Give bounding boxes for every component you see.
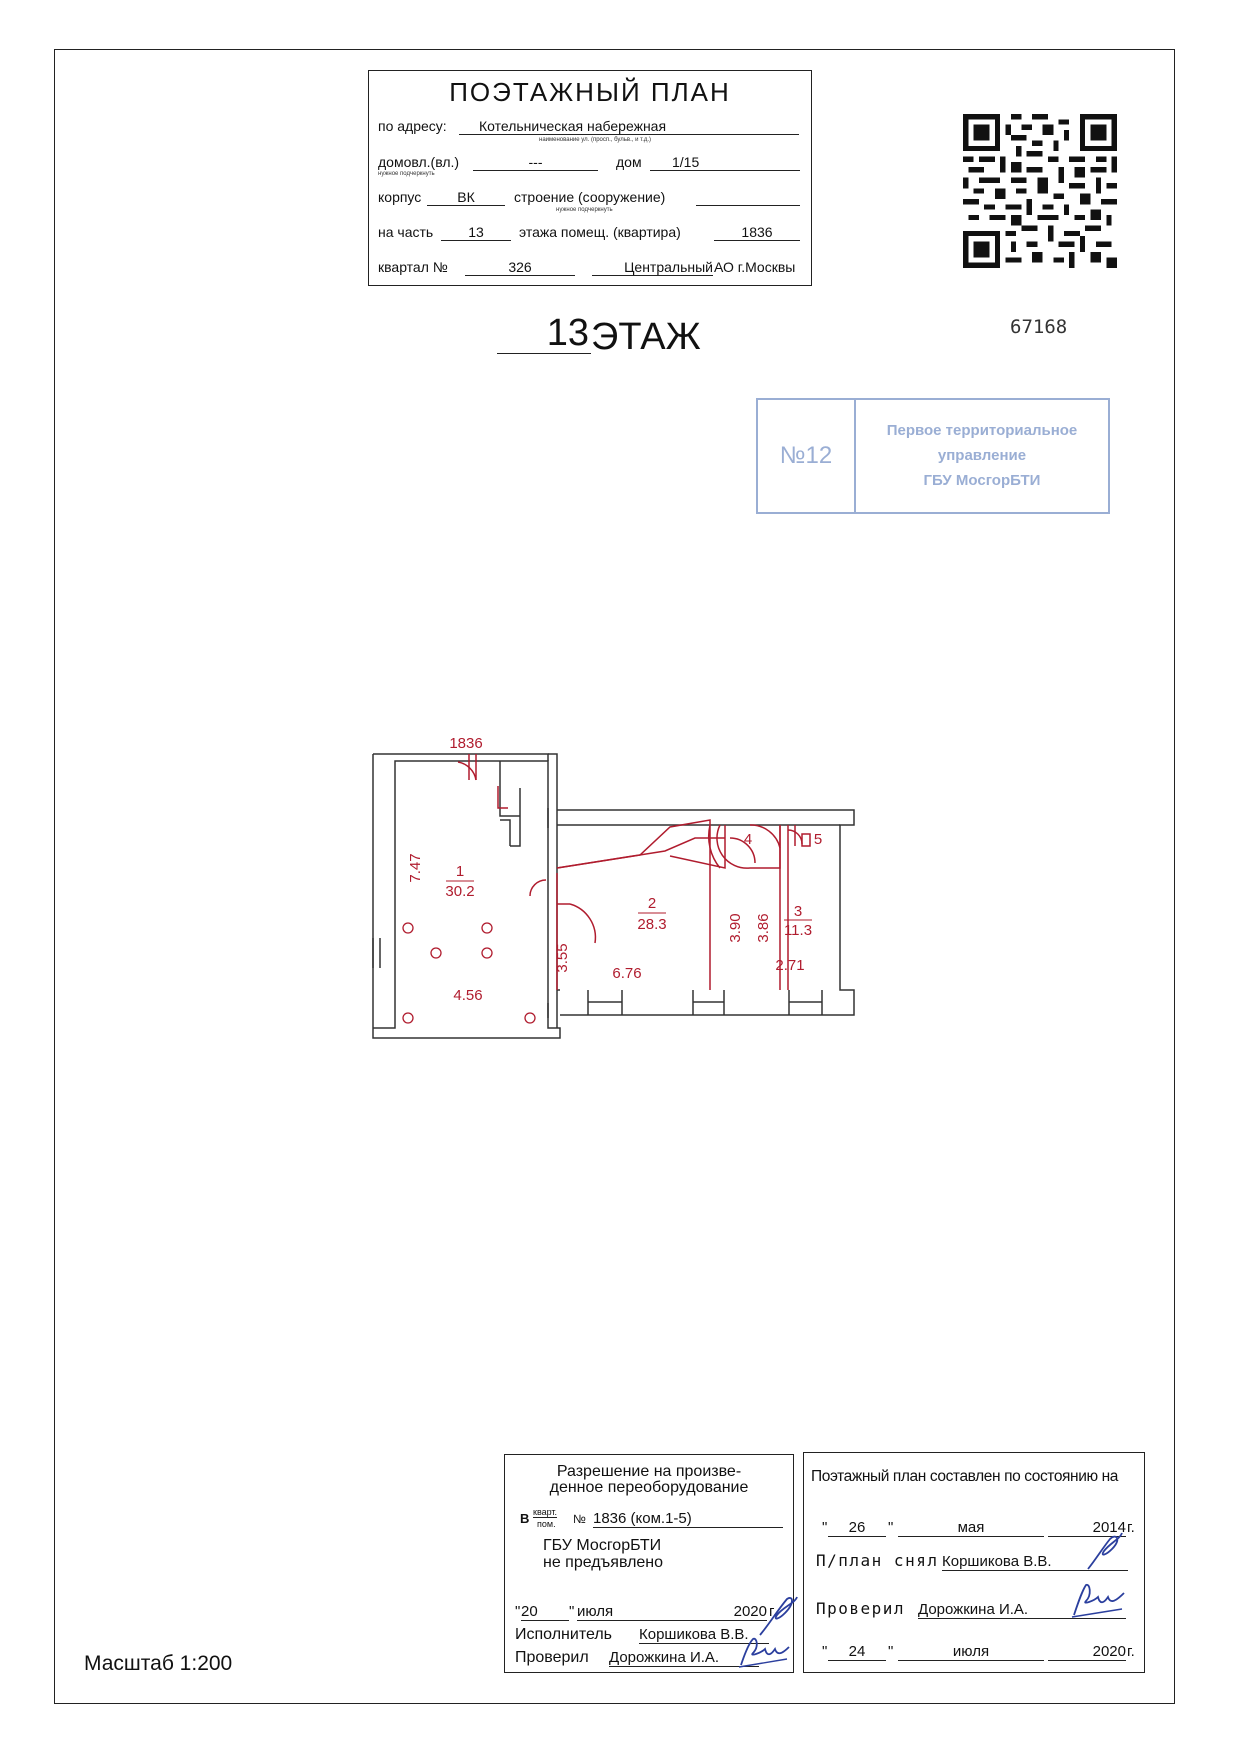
status-date1-month: мая <box>898 1519 1044 1537</box>
status-date2-year: 2020 <box>1048 1643 1126 1661</box>
dim-3-90: 3.90 <box>727 913 744 943</box>
permit-date-day: 20 <box>521 1603 569 1621</box>
permit-date-month: июля <box>577 1603 687 1621</box>
status-date2-quote-close: " <box>888 1643 894 1660</box>
building-value <box>696 189 800 206</box>
status-date2-suffix: г. <box>1127 1643 1135 1660</box>
stamp-line-2: управление <box>937 447 1027 464</box>
permit-title-line-2: денное переоборудование <box>549 1479 749 1496</box>
permit-checker-signature <box>735 1635 793 1671</box>
permit-date-quote-open: " <box>515 1603 521 1620</box>
house-label: дом <box>616 154 642 170</box>
stamp-line-3: ГБУ МосгорБТИ <box>923 472 1041 489</box>
permit-num-prefix: № <box>573 1512 586 1526</box>
district-value: Центральный <box>592 259 713 276</box>
permit-prefix-v: В <box>520 1511 530 1526</box>
part-label: на часть <box>378 224 434 240</box>
qr-code <box>963 114 1117 268</box>
status-date1-quote-open: " <box>822 1519 828 1536</box>
plan-apartment-label: 1836 <box>449 735 483 752</box>
status-date2-month: июля <box>898 1643 1044 1661</box>
room-1-number: 1 <box>455 863 465 880</box>
dim-7-47: 7.47 <box>407 853 424 883</box>
floor-label: ЭТАЖ <box>591 316 701 358</box>
scale-label: Масштаб 1:200 <box>84 1652 233 1675</box>
domovl-hint: нужное подчеркнуть <box>378 171 435 177</box>
room-5-number: 5 <box>813 831 823 848</box>
status-box <box>803 1452 1145 1673</box>
floor-title <box>497 312 701 359</box>
permit-org-line-2: не предъявлено <box>543 1554 664 1571</box>
building-hint: нужное подчеркнуть <box>556 207 613 213</box>
address-label: по адресу: <box>378 118 447 134</box>
status-date1-quote-close: " <box>888 1519 894 1536</box>
block-value: 326 <box>465 259 575 276</box>
block-label: квартал № <box>378 259 448 275</box>
room-3-number: 3 <box>793 903 803 920</box>
domovl-label: домовл.(вл.) <box>378 154 460 170</box>
part-value: 13 <box>441 224 511 241</box>
permit-executor-value: Коршикова В.В. <box>639 1626 769 1644</box>
permit-executor-signature <box>755 1593 800 1641</box>
korpus-value: ВК <box>427 189 505 206</box>
status-checker-signature <box>1068 1581 1128 1621</box>
permit-frac-top: кварт. <box>533 1507 558 1517</box>
room-3-area: 11.3 <box>783 922 813 939</box>
floor-number: 13 <box>497 313 591 354</box>
room-2-area: 28.3 <box>637 916 667 933</box>
status-checker-label: Проверил <box>816 1599 906 1618</box>
domovl-value: --- <box>473 154 598 171</box>
document-number: 67168 <box>1010 316 1068 338</box>
status-surveyor-label: П/план снял <box>816 1551 939 1570</box>
status-checker-value: Дорожкина И.А. <box>918 1601 1126 1619</box>
room-1-area: 30.2 <box>445 883 475 900</box>
address-hint: наименование ул. (просп., бульв., и т.д.) <box>539 137 652 143</box>
status-surveyor-signature <box>1082 1531 1126 1575</box>
house-value: 1/15 <box>650 154 800 171</box>
status-date2-quote-open: " <box>822 1643 828 1660</box>
korpus-label: корпус <box>378 189 422 205</box>
stamp-line-1: Первое территориальное <box>886 422 1078 439</box>
status-date2-day: 24 <box>828 1643 886 1661</box>
status-title: Поэтажный план составлен по состоянию на <box>811 1468 1118 1485</box>
permit-org-line-1: ГБУ МосгорБТИ <box>543 1537 662 1554</box>
permit-date-suffix: г. <box>769 1603 777 1620</box>
permit-checker-value: Дорожкина И.А. <box>609 1649 759 1667</box>
header-box <box>368 70 812 286</box>
address-value: Котельническая набережная <box>459 118 799 135</box>
room-2-number: 2 <box>647 895 657 912</box>
stamp-number: №12 <box>758 400 856 512</box>
permit-frac-bottom: пом. <box>537 1519 556 1529</box>
permit-num-value: 1836 (ком.1-5) <box>593 1510 783 1528</box>
bti-stamp <box>756 398 1110 514</box>
district-suffix: АО г.Москвы <box>714 259 796 275</box>
floor-label: этажа помещ. (квартира) <box>519 224 681 240</box>
dim-6-76: 6.76 <box>612 965 642 982</box>
permit-date-quote-close: " <box>569 1603 575 1620</box>
dim-4-56: 4.56 <box>453 987 483 1004</box>
status-date1-suffix: г. <box>1127 1519 1135 1536</box>
status-date1-year: 2014 <box>1048 1519 1126 1537</box>
dim-3-86: 3.86 <box>755 913 772 943</box>
permit-title-line-1: Разрешение на произве- <box>556 1463 742 1480</box>
status-surveyor-value: Коршикова В.В. <box>942 1553 1128 1571</box>
dim-3-55: 3.55 <box>554 943 571 973</box>
apartment-value: 1836 <box>714 224 800 241</box>
permit-checker-label: Проверил <box>515 1649 589 1666</box>
permit-box <box>504 1454 794 1673</box>
floor-plan <box>370 728 860 1044</box>
dim-2-71: 2.71 <box>775 957 805 974</box>
room-4-number: 4 <box>743 831 753 848</box>
status-date1-day: 26 <box>828 1519 886 1537</box>
building-label: строение (сооружение) <box>514 189 666 205</box>
permit-executor-label: Исполнитель <box>515 1626 613 1643</box>
permit-date-year: 2020 <box>687 1603 767 1621</box>
header-title: ПОЭТАЖНЫЙ ПЛАН <box>449 77 731 107</box>
